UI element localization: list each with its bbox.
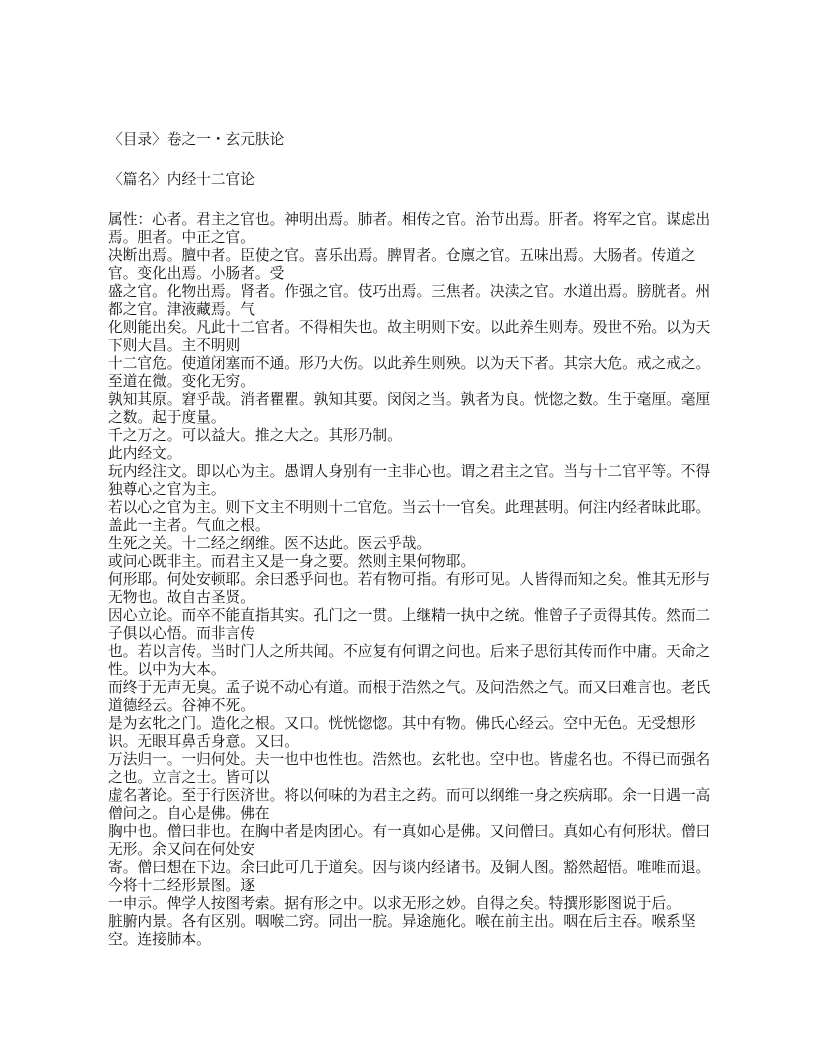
- paragraph: 胸中也。僧曰非也。在胸中者是肉团心。有一真如心是佛。又问僧曰。真如心有何形状。僧曰无形。余又问在何处安: [108, 823, 711, 858]
- toc-heading: 〈目录〉卷之一・玄元肤论: [108, 131, 285, 148]
- paragraph: 若以心之官为主。则下文主不明则十二官危。当云十一官矣。此理甚明。何注内经者昧此耶。盖此一主者。气血之根。: [108, 499, 711, 534]
- document-page: [108, 131, 712, 949]
- paragraph: 是为玄牝之门。造化之根。又口。恍恍惚惚。其中有物。佛氏心经云。空中无色。无受想形识。无眼耳鼻舌身意。又曰。: [108, 715, 696, 750]
- paragraph: 或问心既非主。而君主又是一身之要。然则主果何物耶。: [108, 553, 476, 570]
- paragraph: 而终于无声无臭。孟子说不动心有道。而根于浩然之气。及问浩然之气。而又曰难言也。老氏道德经云。谷神不死。: [108, 679, 711, 714]
- body-text: [108, 211, 712, 949]
- paragraph: 一申示。俾学人按图考索。据有形之中。以求无形之妙。自得之矣。特撰形影图说于后。: [108, 895, 681, 912]
- paragraph: 决断出焉。膻中者。臣使之官。喜乐出焉。脾胃者。仓廪之官。五味出焉。大肠者。传道之官。变化出焉。小肠者。受: [108, 247, 696, 282]
- paragraph: 寄。僧曰想在下边。余曰此可几于道矣。因与谈内经诸书。及铜人图。豁然超悟。唯唯而退。今将十二经形景图。逐: [108, 859, 711, 894]
- paragraph: 孰知其原。窘乎哉。消者瞿瞿。孰知其要。闵闵之当。孰者为良。恍惚之数。生于毫厘。毫厘之数。起于度量。: [108, 391, 711, 426]
- paragraph: 生死之关。十二经之纲维。医不达此。医云乎哉。: [108, 535, 432, 552]
- paragraph: 千之万之。可以益大。推之大之。其形乃制。: [108, 427, 402, 444]
- paragraph: 也。若以言传。当时门人之所共闻。不应复有何谓之问也。后来子思衍其传而作中庸。天命之性。以中为大本。: [108, 643, 711, 678]
- paragraph: 属性：心者。君主之官也。神明出焉。肺者。相传之官。治节出焉。肝者。将军之官。谋虑出焉。胆者。中正之官。: [108, 211, 711, 246]
- paragraph: 因心立论。而卒不能直指其实。孔门之一贯。上继精一执中之统。惟曾子子贡得其传。然而二子俱以心悟。而非言传: [108, 607, 711, 642]
- paragraph: 化则能出矣。凡此十二官者。不得相失也。故主明则下安。以此养生则寿。殁世不殆。以为天下则大昌。主不明则: [108, 319, 711, 354]
- paragraph: 盛之官。化物出焉。肾者。作强之官。伎巧出焉。三焦者。决渎之官。水道出焉。膀胱者。州都之官。津液藏焉。气: [108, 283, 711, 318]
- paragraph: 脏腑内景。各有区别。咽喉二窍。同出一脘。异途施化。喉在前主出。咽在后主吞。喉系坚空。连接肺本。: [108, 913, 696, 948]
- paragraph: 十二官危。使道闭塞而不通。形乃大伤。以此养生则殃。以为天下者。其宗大危。戒之戒之。至道在微。变化无穷。: [108, 355, 711, 390]
- paragraph: 何形耶。何处安顿耶。余曰悉乎问也。若有物可指。有形可见。人皆得而知之矣。惟其无形与无物也。故自古圣贤。: [108, 571, 711, 606]
- paragraph: 万法归一。一归何处。夫一也中也性也。浩然也。玄牝也。空中也。皆虚名也。不得已而强名之也。立言之士。皆可以: [108, 751, 711, 786]
- paragraph: 此内经文。: [108, 445, 182, 462]
- paragraph: 玩内经注文。即以心为主。愚谓人身别有一主非心也。谓之君主之官。当与十二官平等。不得独尊心之官为主。: [108, 463, 711, 498]
- chapter-heading: 〈篇名〉内经十二官论: [108, 171, 255, 188]
- paragraph: 虚名著论。至于行医济世。将以何味的为君主之药。而可以纲维一身之疾病耶。余一日遇一高僧问之。自心是佛。佛在: [108, 787, 711, 822]
